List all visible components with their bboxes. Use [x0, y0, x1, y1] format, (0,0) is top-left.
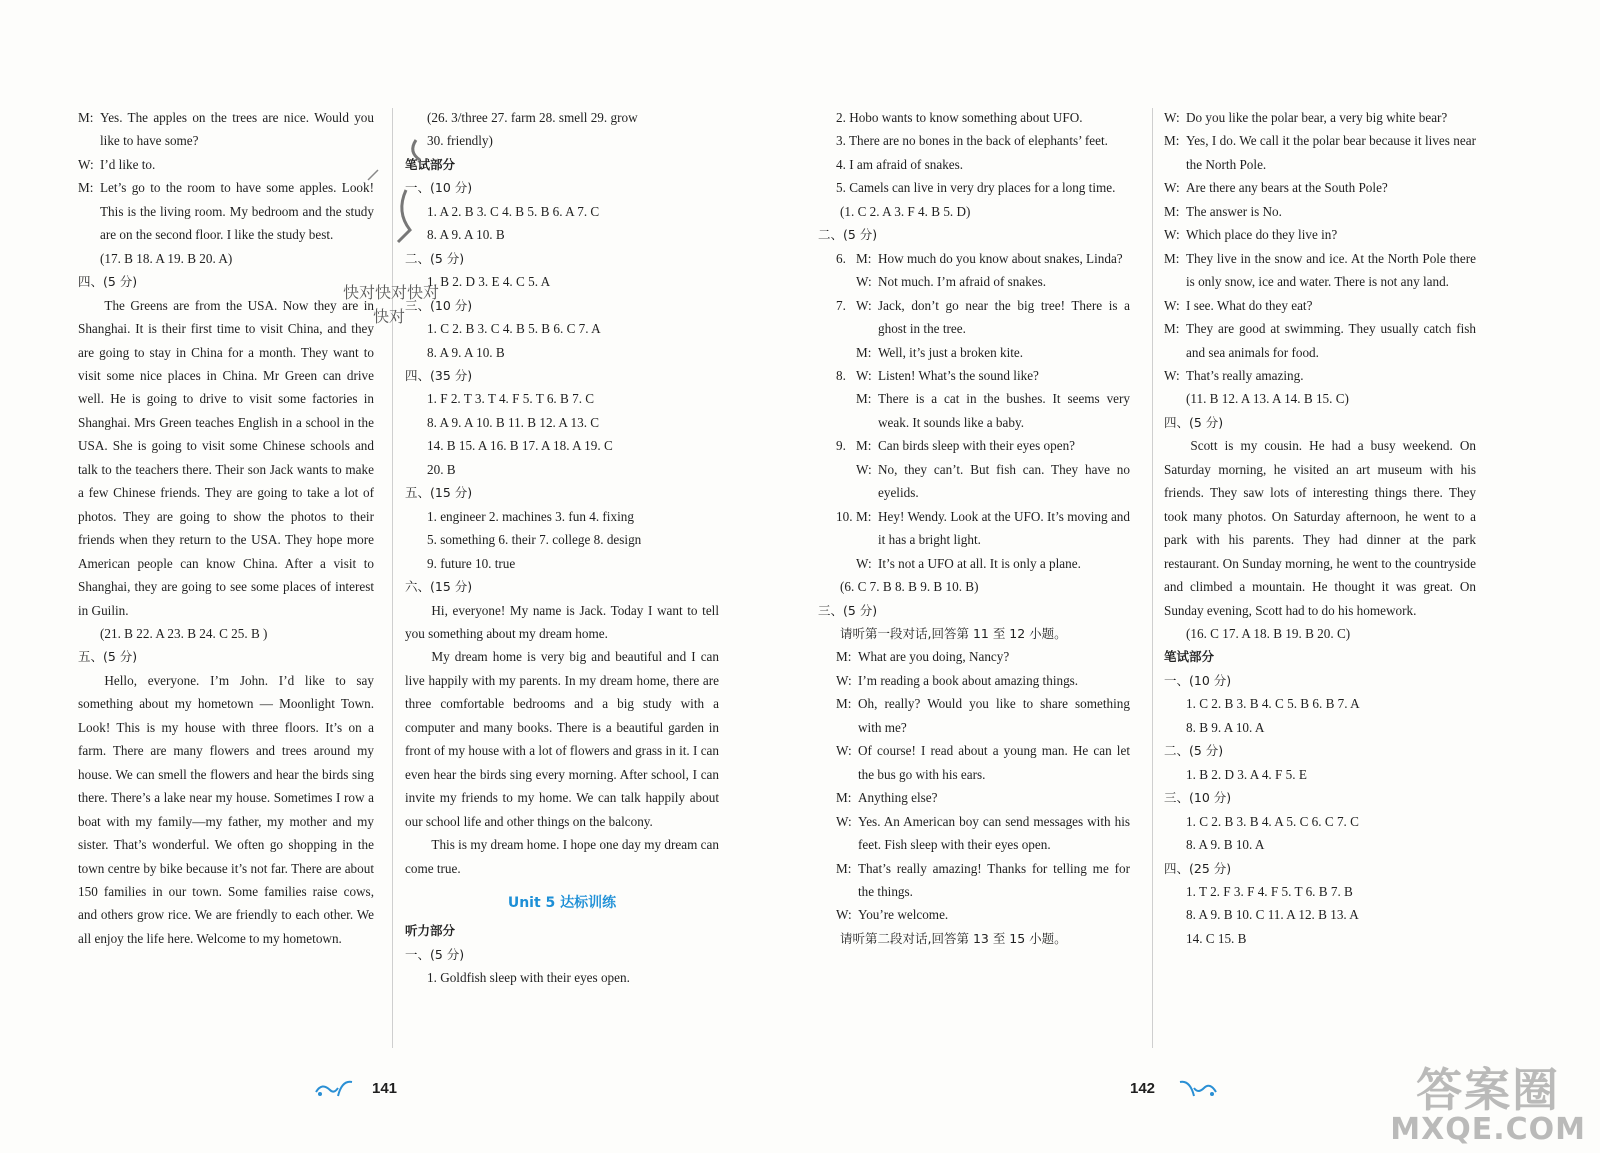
dialogue-line [1164, 364, 1476, 387]
part-heading: 笔试部分 [405, 156, 456, 172]
item-number: 7. [836, 297, 846, 313]
dialogue-text: You’re welcome. [858, 907, 949, 923]
answer-line: 8. A 9. A 10. B [427, 344, 505, 360]
dialogue-text: Not much. I’m afraid of snakes. [878, 274, 1047, 290]
speaker-label: W: [1164, 367, 1180, 383]
item-number [836, 341, 856, 364]
dialogue-line [1164, 247, 1476, 294]
dialogue-line [818, 903, 1130, 926]
answer-line: 1. C 2. B 3. C 4. B 5. B 6. C 7. A [427, 321, 601, 337]
answer-line: (17. B 18. A 19. B 20. A) [100, 250, 233, 266]
dialogue-line [818, 739, 1130, 786]
dialogue-text: Well, it’s just a broken kite. [878, 344, 1024, 360]
speaker-label: W: [856, 274, 872, 290]
section-heading: 四、(5 分) [1164, 414, 1224, 430]
speaker-label: W: [1164, 297, 1180, 313]
column-4 [1164, 106, 1476, 950]
column-3 [818, 106, 1130, 950]
dialogue-line [818, 270, 1130, 293]
dialogue-text: Can birds sleep with their eyes open? [878, 438, 1076, 454]
dialogue-text: Yes. The apples on the trees are nice. Would you like to have some? [100, 110, 374, 149]
dialogue-text: I see. What do they eat? [1186, 297, 1313, 313]
answer-line: 14. C 15. B [1186, 930, 1247, 946]
dialogue-line [1164, 200, 1476, 223]
speaker-label: W: [836, 907, 852, 923]
watermark [1390, 1065, 1586, 1145]
passage-text: The Greens are from the USA. Now they are in Shanghai. It is their first time to visit China, and they are going to stay in China for a month. They want to visit some nice places in China. Mr Green can drive well. He is going to drive to visit some factories in Shanghai. Mrs Green teaches English in a school in the USA. She is going to visit some Chinese schools and talk to the teachers there. Their son Jack wants to make a few Chinese friends. They are going to take a lot of photos. They are going to show the photos to their friends when they return to the USA. They hope more American people can know China. After a visit to Shanghai, they are going to see some places of interest in Guilin. [78, 297, 374, 618]
answer-line: 1. C 2. B 3. B 4. A 5. C 6. C 7. C [1186, 813, 1359, 829]
page-number-right: 142 [1130, 1080, 1156, 1097]
answer-line: 8. A 9. B 10. C 11. A 12. B 13. A [1186, 907, 1359, 923]
speaker-label: M: [856, 508, 872, 524]
answer-line: 1. B 2. D 3. E 4. C 5. A [427, 274, 551, 290]
dialogue-text: No, they can’t. But fish can. They have no eyelids. [878, 461, 1130, 501]
answer-line: 8. B 9. A 10. A [1186, 719, 1265, 735]
passage-text: Hello, everyone. I’m John. I’d like to say something about my hometown — Moonlight Town. Look! This is my house with three floors. It’s on a farm. There are many flowers and trees around my house. We can smell the flowers and hear the birds sing there. There’s a lake near my house. Sometimes I row a boat with my family—my father, my mother and my sister. That’s wonderful. We often go shopping in the town centre by bike because it’s not far. There are about 150 families in our town. Some families raise cows, and others grow rice. We are friendly to each other. We all enjoy the life here. Welcome to my hometown. [78, 672, 374, 946]
answer-line: 1. B 2. D 3. A 4. F 5. E [1186, 766, 1307, 782]
instruction-note: 请听第二段对话,回答第 13 至 15 小题。 [840, 930, 1067, 946]
dialogue-text: That’s really amazing! Thanks for telling me for the things. [858, 860, 1130, 899]
dialogue-line [818, 247, 1130, 270]
instruction-note: 请听第一段对话,回答第 11 至 12 小题。 [840, 625, 1067, 641]
section-heading: 一、(10 分) [405, 180, 473, 196]
dialogue-line [818, 387, 1130, 434]
dialogue-line [1164, 294, 1476, 317]
speaker-label: M: [1164, 203, 1180, 219]
speaker-label: M: [1164, 250, 1180, 266]
item-number: 10. [836, 508, 853, 524]
item-number: 6. [836, 250, 846, 266]
speaker-label: M: [836, 860, 852, 876]
item-number: 8. [836, 367, 846, 383]
section-heading: 三、(10 分) [1164, 790, 1232, 806]
answer-line: 30. friendly) [427, 133, 493, 149]
answer-line: 14. B 15. A 16. B 17. A 18. A 19. C [427, 438, 613, 454]
column-1 [78, 106, 374, 950]
speaker-label: M: [836, 790, 852, 806]
listening-item: 3. There are no bones in the back of elephants’ feet. [836, 133, 1108, 149]
passage-text: Scott is my cousin. He had a busy weekend. On Saturday morning, he visited an art museum with his friends. They saw lots of interesting things there. They took many photos. On Saturday afternoon, he went to a park with his parents. They had dinner at the park restaurant. On Sunday morning, he went to the countryside and climbed a mountain. He thought it was great. On Sunday evening, Scott had to do his homework. [1164, 438, 1476, 618]
dialogue-text: They are good at swimming. They usually catch fish and sea animals for food. [1186, 321, 1476, 360]
section-heading: 五、(5 分) [78, 649, 138, 665]
overlay-mark-text-2: 快对 [373, 307, 406, 326]
answer-line: (21. B 22. A 23. B 24. C 25. B ) [100, 625, 268, 641]
dialogue-text: Listen! What’s the sound like? [878, 367, 1039, 383]
dialogue-line [1164, 176, 1476, 199]
dialogue-text: I’d like to. [100, 156, 156, 172]
dialogue-text: How much do you know about snakes, Linda? [878, 250, 1123, 266]
dialogue-line [818, 692, 1130, 739]
answer-line: (6. C 7. B 8. B 9. B 10. B) [840, 579, 979, 595]
section-heading: 一、(5 分) [405, 946, 465, 962]
section-heading: 一、(10 分) [1164, 672, 1232, 688]
wave-ornament-right [1176, 1076, 1220, 1100]
listening-item: 4. I am afraid of snakes. [836, 156, 964, 172]
overlay-mark-text: 快对快对快对 [343, 283, 440, 302]
dialogue-line [1164, 106, 1476, 129]
dialogue-line [78, 106, 374, 153]
page-number-left: 141 [372, 1080, 398, 1097]
dialogue-text: Jack, don’t go near the big tree! There is a ghost in the tree. [878, 297, 1130, 337]
dialogue-text: Do you like the polar bear, a very big white bear? [1186, 110, 1448, 125]
section-heading: 六、(15 分) [405, 579, 473, 595]
dialogue-line [78, 153, 374, 176]
section-heading: 二、(5 分) [818, 227, 878, 243]
speaker-label: M: [78, 180, 94, 196]
dialogue-line [818, 505, 1130, 552]
answer-line: (16. C 17. A 18. B 19. B 20. C) [1186, 625, 1351, 641]
dialogue-text: I’m reading a book about amazing things. [858, 672, 1079, 688]
dialogue-text: What are you doing, Nancy? [858, 649, 1010, 665]
part-heading: 笔试部分 [1164, 649, 1215, 665]
answer-line: 8. A 9. A 10. B 11. B 12. A 13. C [427, 414, 600, 430]
dialogue-text: Yes. An American boy can send messages with his feet. Fish sleep with their eyes open. [858, 813, 1130, 853]
item-number: 9. [836, 438, 846, 454]
part-heading: 听力部分 [405, 923, 456, 939]
answer-line: 5. something 6. their 7. college 8. design [427, 532, 642, 548]
answer-line: (11. B 12. A 13. A 14. B 15. C) [1186, 391, 1349, 407]
speaker-label: W: [856, 367, 872, 383]
item-number [836, 270, 856, 293]
answer-line: 9. future 10. true [427, 555, 516, 571]
answer-line: 1. engineer 2. machines 3. fun 4. fixing [427, 508, 634, 524]
section-heading: 四、(5 分) [78, 274, 138, 290]
speaker-label: W: [836, 813, 852, 829]
dialogue-line [1164, 129, 1476, 176]
speaker-label: W: [856, 297, 872, 313]
speaker-label: W: [78, 156, 94, 172]
answer-line: 1. A 2. B 3. C 4. B 5. B 6. A 7. C [427, 203, 600, 219]
dialogue-text: Of course! I read about a young man. He can let the bus go with his ears. [858, 743, 1130, 782]
section-heading: 三、(5 分) [818, 602, 878, 618]
dialogue-text: Let’s go to the room to have some apples. Look! This is the living room. My bedroom and the study are on the second floor. I like the study best. [100, 180, 374, 243]
speaker-label: M: [78, 110, 94, 125]
dialogue-text: The answer is No. [1186, 203, 1282, 219]
watermark-line-1: 答案圈 [1416, 1063, 1561, 1117]
section-heading: 四、(35 分) [405, 367, 473, 383]
answer-line: 1. T 2. F 3. F 4. F 5. T 6. B 7. B [1186, 883, 1353, 899]
dialogue-text: There is a cat in the bushes. It seems very weak. It sounds like a baby. [878, 391, 1130, 430]
dialogue-text: Are there any bears at the South Pole? [1186, 180, 1388, 196]
dialogue-line [818, 810, 1130, 857]
dialogue-text: Which place do they live in? [1186, 227, 1338, 243]
passage-text: My dream home is very big and beautiful and I can live happily with my parents. In my dream home, there are three comfortable bedrooms and a big study with a computer and many books. There is a beautiful garden in front of my house with a lot of flowers and grass in it. I can even hear the birds sing every morning. After school, I can invite my friends to my home. We can talk happily about our school life and other things on the balcony. [405, 649, 719, 829]
speaker-label: M: [1164, 321, 1180, 337]
answer-line: (1. C 2. A 3. F 4. B 5. D) [840, 203, 971, 219]
watermark-line-2: MXQE.COM [1390, 1112, 1586, 1147]
dialogue-text: Oh, really? Would you like to share something with me? [858, 696, 1130, 735]
speaker-label: M: [856, 391, 872, 407]
answer-line: 1. C 2. B 3. B 4. C 5. B 6. B 7. A [1186, 696, 1360, 712]
dialogue-line [818, 552, 1130, 575]
answer-line: 20. B [427, 461, 456, 477]
passage-text: This is my dream home. I hope one day my dream can come true. [405, 837, 719, 876]
speaker-label: W: [1164, 180, 1180, 196]
speaker-label: M: [836, 696, 852, 712]
dialogue-line [818, 669, 1130, 692]
unit-title: Unit 5 达标训练 [507, 894, 617, 911]
dialogue-text: It’s not a UFO at all. It is only a plane. [878, 555, 1081, 571]
dialogue-line [818, 458, 1130, 505]
dialogue-text: They live in the snow and ice. At the North Pole there is only snow, ice and water. There is not any land. [1186, 250, 1476, 290]
dialogue-line [818, 434, 1130, 457]
speaker-label: M: [856, 438, 872, 454]
dialogue-line [818, 341, 1130, 364]
passage-text: Hi, everyone! My name is Jack. Today I want to tell you something about my dream home. [405, 602, 719, 641]
speaker-label: M: [856, 250, 872, 266]
dialogue-line [818, 294, 1130, 341]
speaker-label: W: [1164, 227, 1180, 243]
speaker-label: W: [836, 743, 852, 759]
speaker-label: W: [856, 555, 872, 571]
dialogue-line [78, 176, 374, 246]
column-divider-right [1152, 108, 1153, 1048]
answer-line: 8. A 9. A 10. B [427, 227, 505, 243]
section-heading: 五、(15 分) [405, 485, 473, 501]
answer-line: 8. A 9. B 10. A [1186, 837, 1265, 853]
dialogue-line [1164, 223, 1476, 246]
dialogue-text: That’s really amazing. [1186, 367, 1304, 383]
section-heading: 三、(10 分) [405, 297, 473, 313]
dialogue-line [1164, 317, 1476, 364]
speaker-label: W: [836, 672, 852, 688]
speaker-label: M: [856, 344, 872, 360]
answer-line: 1. F 2. T 3. T 4. F 5. T 6. B 7. C [427, 391, 595, 407]
listening-item: 2. Hobo wants to know something about UFO. [836, 110, 1083, 125]
listening-item: 1. Goldfish sleep with their eyes open. [427, 970, 630, 986]
dialogue-line [818, 786, 1130, 809]
item-number [836, 552, 856, 575]
speaker-label: W: [1164, 110, 1180, 125]
wave-ornament-left [312, 1076, 356, 1100]
item-number [836, 458, 856, 505]
dialogue-text: Anything else? [858, 790, 938, 806]
dialogue-line [818, 364, 1130, 387]
dialogue-text: Yes, I do. We call it the polar bear because it lives near the North Pole. [1186, 133, 1476, 172]
speaker-label: M: [1164, 133, 1180, 149]
speaker-label: W: [856, 461, 872, 477]
item-number [836, 387, 856, 434]
listening-item: 5. Camels can live in very dry places for a long time. [836, 180, 1116, 196]
dialogue-line [818, 645, 1130, 668]
dialogue-text: Hey! Wendy. Look at the UFO. It’s moving and it has a bright light. [878, 508, 1130, 548]
section-heading: 二、(5 分) [405, 250, 465, 266]
dialogue-line [818, 857, 1130, 904]
section-heading: 二、(5 分) [1164, 743, 1224, 759]
section-heading: 四、(25 分) [1164, 860, 1232, 876]
speaker-label: M: [836, 649, 852, 665]
answer-line: (26. 3/three 27. farm 28. smell 29. grow [427, 110, 638, 125]
